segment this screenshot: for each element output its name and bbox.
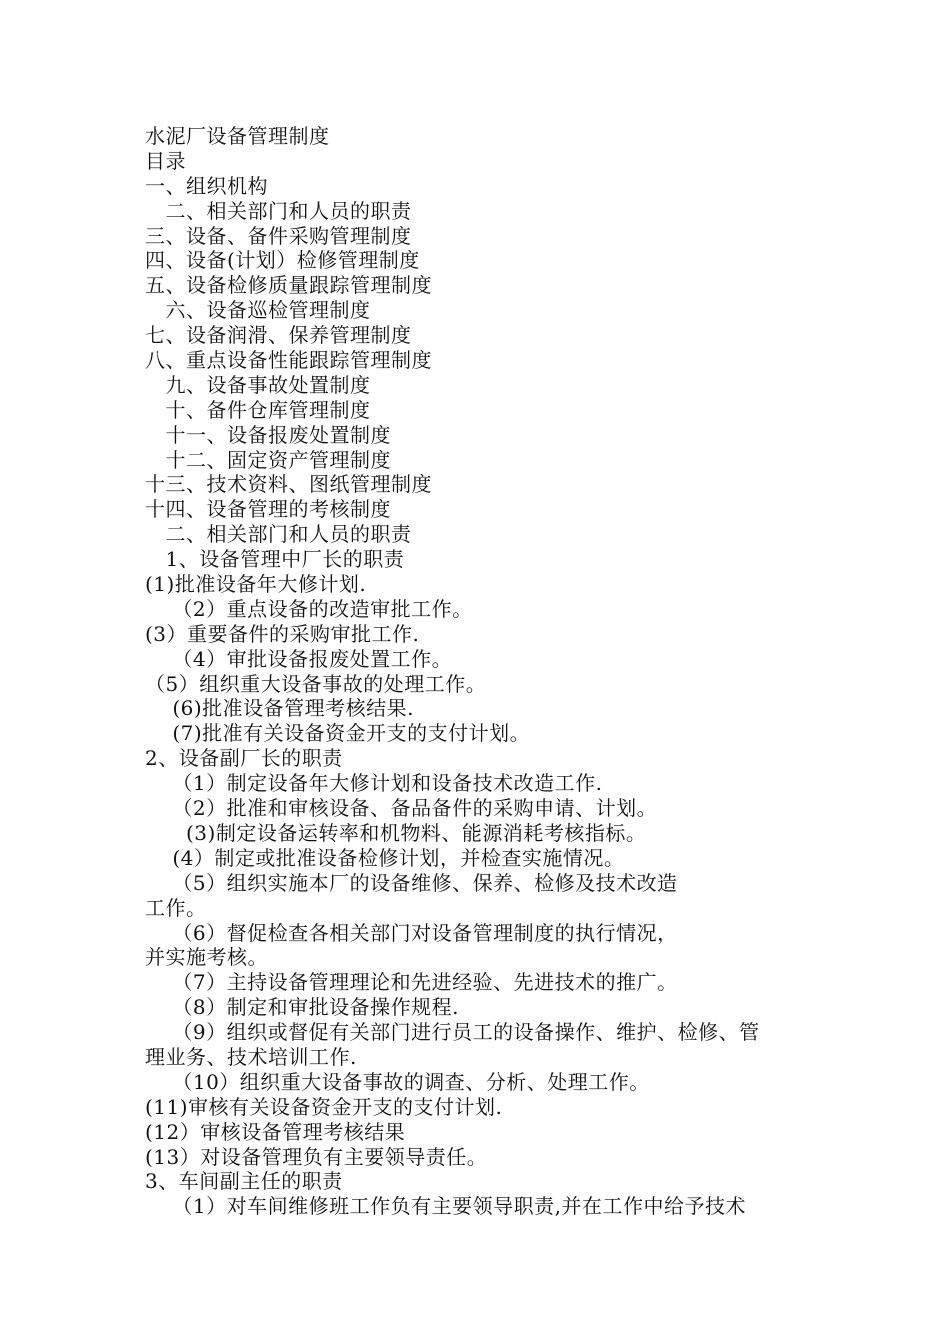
toc-item: 十三、技术资料、图纸管理制度 — [145, 472, 432, 497]
toc-item: 七、设备润滑、保养管理制度 — [145, 323, 412, 348]
toc-item: 九、设备事故处置制度 — [145, 372, 371, 397]
body-line: （5）组织重大设备事故的处理工作。 — [145, 671, 487, 696]
toc-item: 一、组织机构 — [145, 173, 268, 198]
body-line: (3)制定设备运转率和机物料、能源消耗考核指标。 — [145, 820, 647, 845]
body-line: （10）组织重大设备事故的调查、分析、处理工作。 — [145, 1069, 650, 1094]
body-line: （8）制定和审批设备操作规程. — [145, 995, 459, 1020]
document-body — [145, 124, 845, 1219]
subsection-heading: 3、车间副主任的职责 — [145, 1169, 343, 1194]
toc-item: 十二、固定资产管理制度 — [145, 447, 391, 472]
body-line: （7）主持设备管理理论和先进经验、先进技术的推广。 — [145, 970, 678, 995]
body-line: （2）批准和审核设备、备品备件的采购申请、计划。 — [145, 796, 658, 821]
toc-item: 十、备件仓库管理制度 — [145, 397, 371, 422]
toc-item: 六、设备巡检管理制度 — [145, 298, 371, 323]
toc-item: 十一、设备报废处置制度 — [145, 422, 391, 447]
toc-item: 十四、设备管理的考核制度 — [145, 497, 391, 522]
body-line: 理业务、技术培训工作. — [145, 1044, 357, 1069]
body-line: 并实施考核。 — [145, 945, 268, 970]
body-line: 工作。 — [145, 895, 207, 920]
toc-item: 四、设备(计划）检修管理制度 — [145, 248, 420, 273]
subsection-heading: 1、设备管理中厂长的职责 — [145, 547, 405, 572]
body-line: （1）对车间维修班工作负有主要领导职责,并在工作中给予技术 — [145, 1194, 746, 1219]
body-line: （9）组织或督促有关部门进行员工的设备操作、维护、检修、管 — [145, 1020, 760, 1045]
subsection-heading: 2、设备副厂长的职责 — [145, 746, 343, 771]
body-line: （2）重点设备的改造审批工作。 — [145, 596, 473, 621]
body-line: (6)批准设备管理考核结果. — [145, 696, 415, 721]
body-line: (4）制定或批准设备检修计划，并检查实施情况。 — [145, 845, 625, 870]
body-line: (11)审核有关设备资金开支的支付计划. — [145, 1094, 503, 1119]
toc-heading: 目录 — [145, 148, 186, 173]
body-line: (3）重要备件的采购审批工作. — [145, 621, 420, 646]
toc-item: 八、重点设备性能跟踪管理制度 — [145, 348, 432, 373]
document-title: 水泥厂设备管理制度 — [145, 124, 330, 148]
body-line: (7)批准有关设备资金开支的支付计划。 — [145, 721, 531, 746]
body-line: （6）督促检查各相关部门对设备管理制度的执行情况， — [145, 920, 678, 945]
body-line: (1)批准设备年大修计划. — [145, 572, 367, 597]
body-line: (12）审核设备管理考核结果 — [145, 1119, 406, 1144]
section-heading: 二、相关部门和人员的职责 — [145, 522, 412, 547]
body-line: (13）对设备管理负有主要领导责任。 — [145, 1144, 488, 1169]
body-line: （5）组织实施本厂的设备维修、保养、检修及技术改造 — [145, 870, 678, 895]
toc-item: 五、设备检修质量跟踪管理制度 — [145, 273, 432, 298]
toc-item: 三、设备、备件采购管理制度 — [145, 223, 412, 248]
body-line: （4）审批设备报废处置工作。 — [145, 646, 453, 671]
toc-item: 二、相关部门和人员的职责 — [145, 198, 412, 223]
body-line: （1）制定设备年大修计划和设备技术改造工作. — [145, 771, 603, 796]
